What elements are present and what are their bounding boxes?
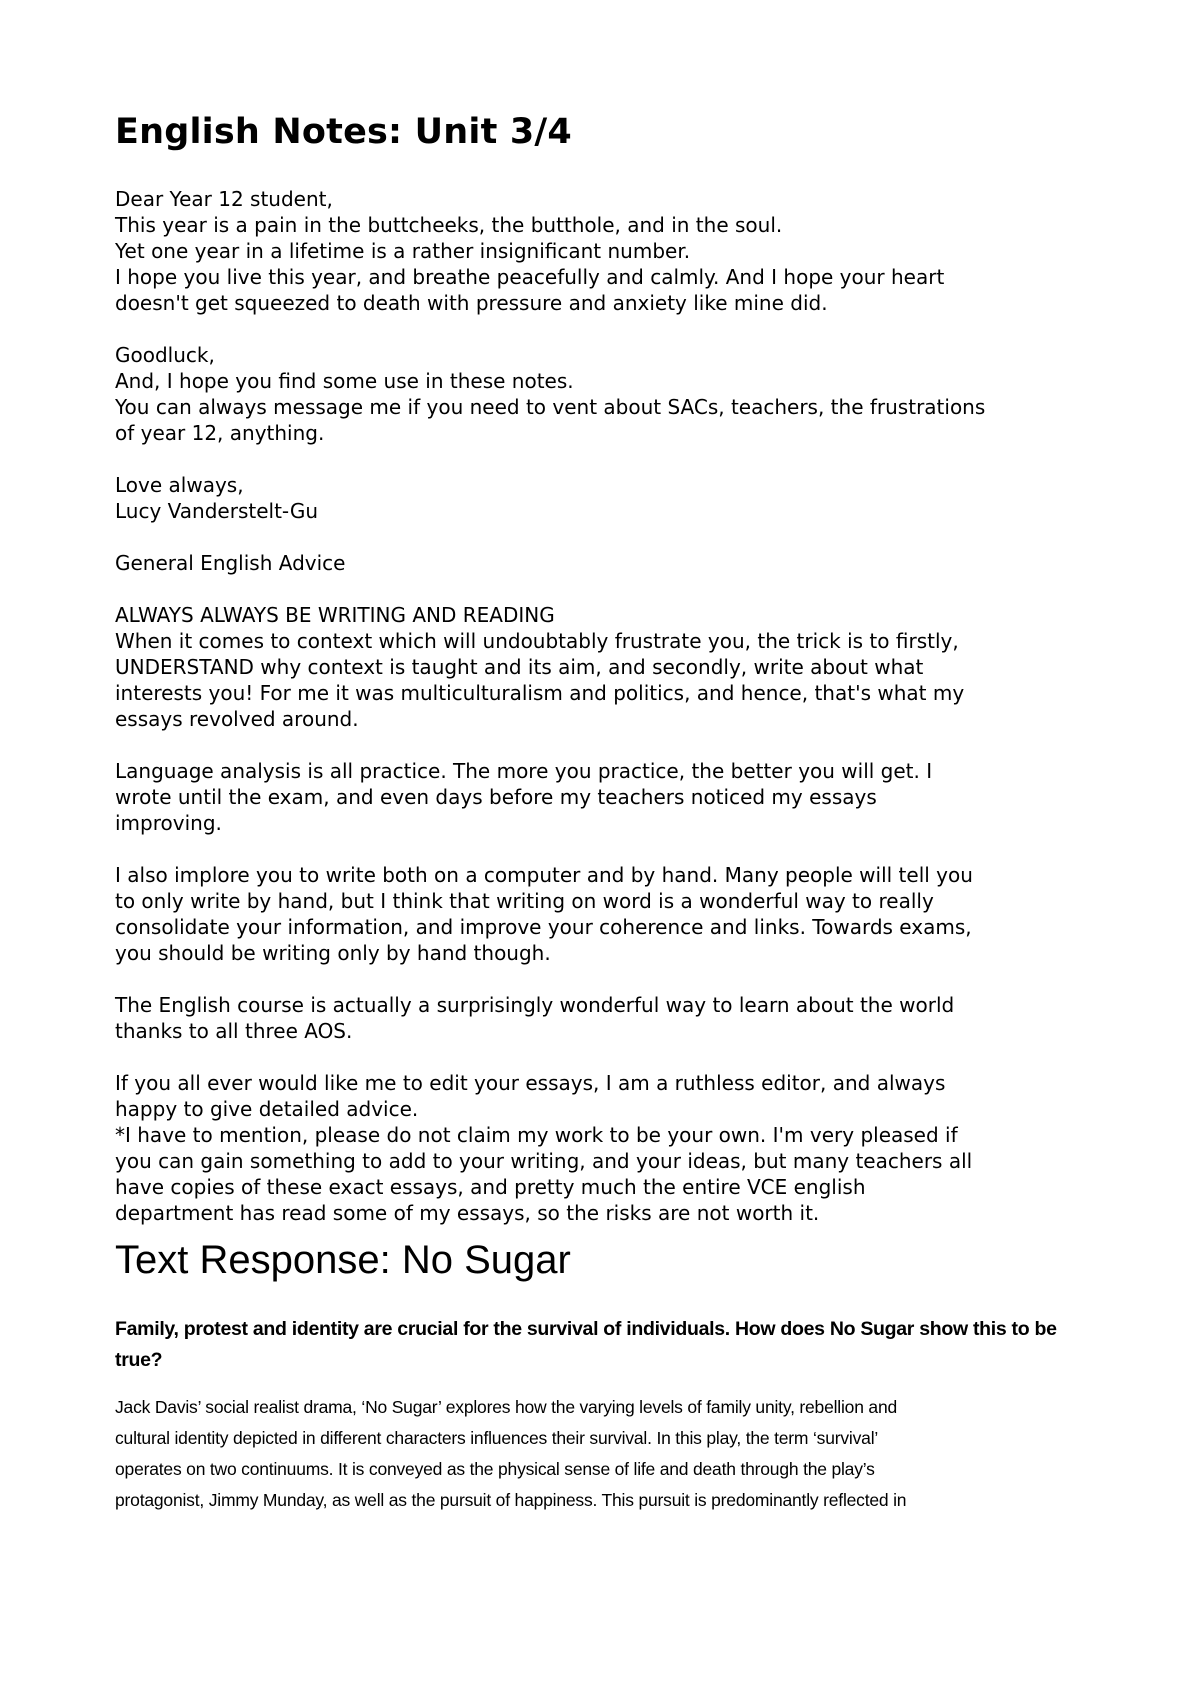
paragraph-line: ALWAYS ALWAYS BE WRITING AND READING	[115, 603, 555, 627]
advice-paragraph	[115, 992, 1115, 1044]
paragraph-line: Language analysis is all practice. The more you practice, the better you will get. I	[115, 759, 933, 783]
paragraph-line: I also implore you to write both on a computer and by hand. Many people will tell you	[115, 863, 973, 887]
section-heading: Text Response: No Sugar	[115, 1238, 571, 1282]
paragraph-line: Love always,	[115, 473, 244, 497]
paragraph-line: Dear Year 12 student,	[115, 187, 333, 211]
advice-paragraph	[115, 758, 1115, 836]
essay-question	[115, 1314, 1115, 1376]
letter-signoff	[115, 472, 1115, 524]
paragraph-line: The English course is actually a surprisingly wonderful way to learn about the world	[115, 993, 955, 1017]
author-name: Lucy Vanderstelt-Gu	[115, 499, 319, 523]
paragraph-line: interests you! For me it was multiculturalism and politics, and hence, that's what my	[115, 681, 965, 705]
essay-line: operates on two continuums. It is conveyed as the physical sense of life and death through the play’s	[115, 1459, 875, 1479]
question-line: Family, protest and identity are crucial for the survival of individuals. How does No Sugar show this to be	[115, 1318, 1057, 1340]
paragraph-line: UNDERSTAND why context is taught and its aim, and secondly, write about what	[115, 655, 924, 679]
paragraph-line: If you all ever would like me to edit your essays, I am a ruthless editor, and always	[115, 1071, 946, 1095]
paragraph-line: I hope you live this year, and breathe peacefully and calmly. And I hope your heart	[115, 265, 945, 289]
paragraph-line: you should be writing only by hand though.	[115, 941, 551, 965]
paragraph-line: Goodluck,	[115, 343, 215, 367]
letter-paragraph	[115, 186, 1115, 316]
paragraph-line: consolidate your information, and improve your coherence and links. Towards exams,	[115, 915, 972, 939]
essay-line: protagonist, Jimmy Munday, as well as the pursuit of happiness. This pursuit is predominantly reflected in	[115, 1490, 907, 1510]
letter-section	[115, 186, 1115, 1226]
letter-paragraph	[115, 342, 1115, 446]
essay-line: cultural identity depicted in different characters influences their survival. In this play, the term ‘survival’	[115, 1428, 879, 1448]
document-title: English Notes: Unit 3/4	[115, 112, 572, 152]
paragraph-line: have copies of these exact essays, and pretty much the entire VCE english	[115, 1175, 866, 1199]
paragraph-line: This year is a pain in the buttcheeks, the butthole, and in the soul.	[115, 213, 783, 237]
paragraph-line: When it comes to context which will undoubtably frustrate you, the trick is to firstly,	[115, 629, 959, 653]
paragraph-line: improving.	[115, 811, 222, 835]
paragraph-line: you can gain something to add to your writing, and your ideas, but many teachers all	[115, 1149, 973, 1173]
paragraph-line: General English Advice	[115, 551, 346, 575]
paragraph-line: of year 12, anything.	[115, 421, 325, 445]
paragraph-line: department has read some of my essays, so the risks are not worth it.	[115, 1201, 820, 1225]
advice-paragraph	[115, 1070, 1115, 1226]
advice-heading	[115, 550, 1115, 576]
essay-line: Jack Davis’ social realist drama, ‘No Sugar’ explores how the varying levels of family unity, rebellion and	[115, 1397, 898, 1417]
paragraph-line: to only write by hand, but I think that writing on word is a wonderful way to really	[115, 889, 934, 913]
advice-paragraph	[115, 602, 1115, 732]
paragraph-line: essays revolved around.	[115, 707, 359, 731]
essay-body	[115, 1392, 1115, 1516]
document-content	[115, 110, 1115, 1516]
paragraph-line: wrote until the exam, and even days before my teachers noticed my essays	[115, 785, 877, 809]
question-line: true?	[115, 1349, 163, 1371]
paragraph-line: You can always message me if you need to vent about SACs, teachers, the frustrations	[115, 395, 986, 419]
paragraph-line: *I have to mention, please do not claim my work to be your own. I'm very pleased if	[115, 1123, 958, 1147]
advice-paragraph	[115, 862, 1115, 966]
paragraph-line: doesn't get squeezed to death with pressure and anxiety like mine did.	[115, 291, 828, 315]
paragraph-line: thanks to all three AOS.	[115, 1019, 353, 1043]
paragraph-line: happy to give detailed advice.	[115, 1097, 419, 1121]
paragraph-line: Yet one year in a lifetime is a rather insignificant number.	[115, 239, 691, 263]
paragraph-line: And, I hope you find some use in these notes.	[115, 369, 574, 393]
